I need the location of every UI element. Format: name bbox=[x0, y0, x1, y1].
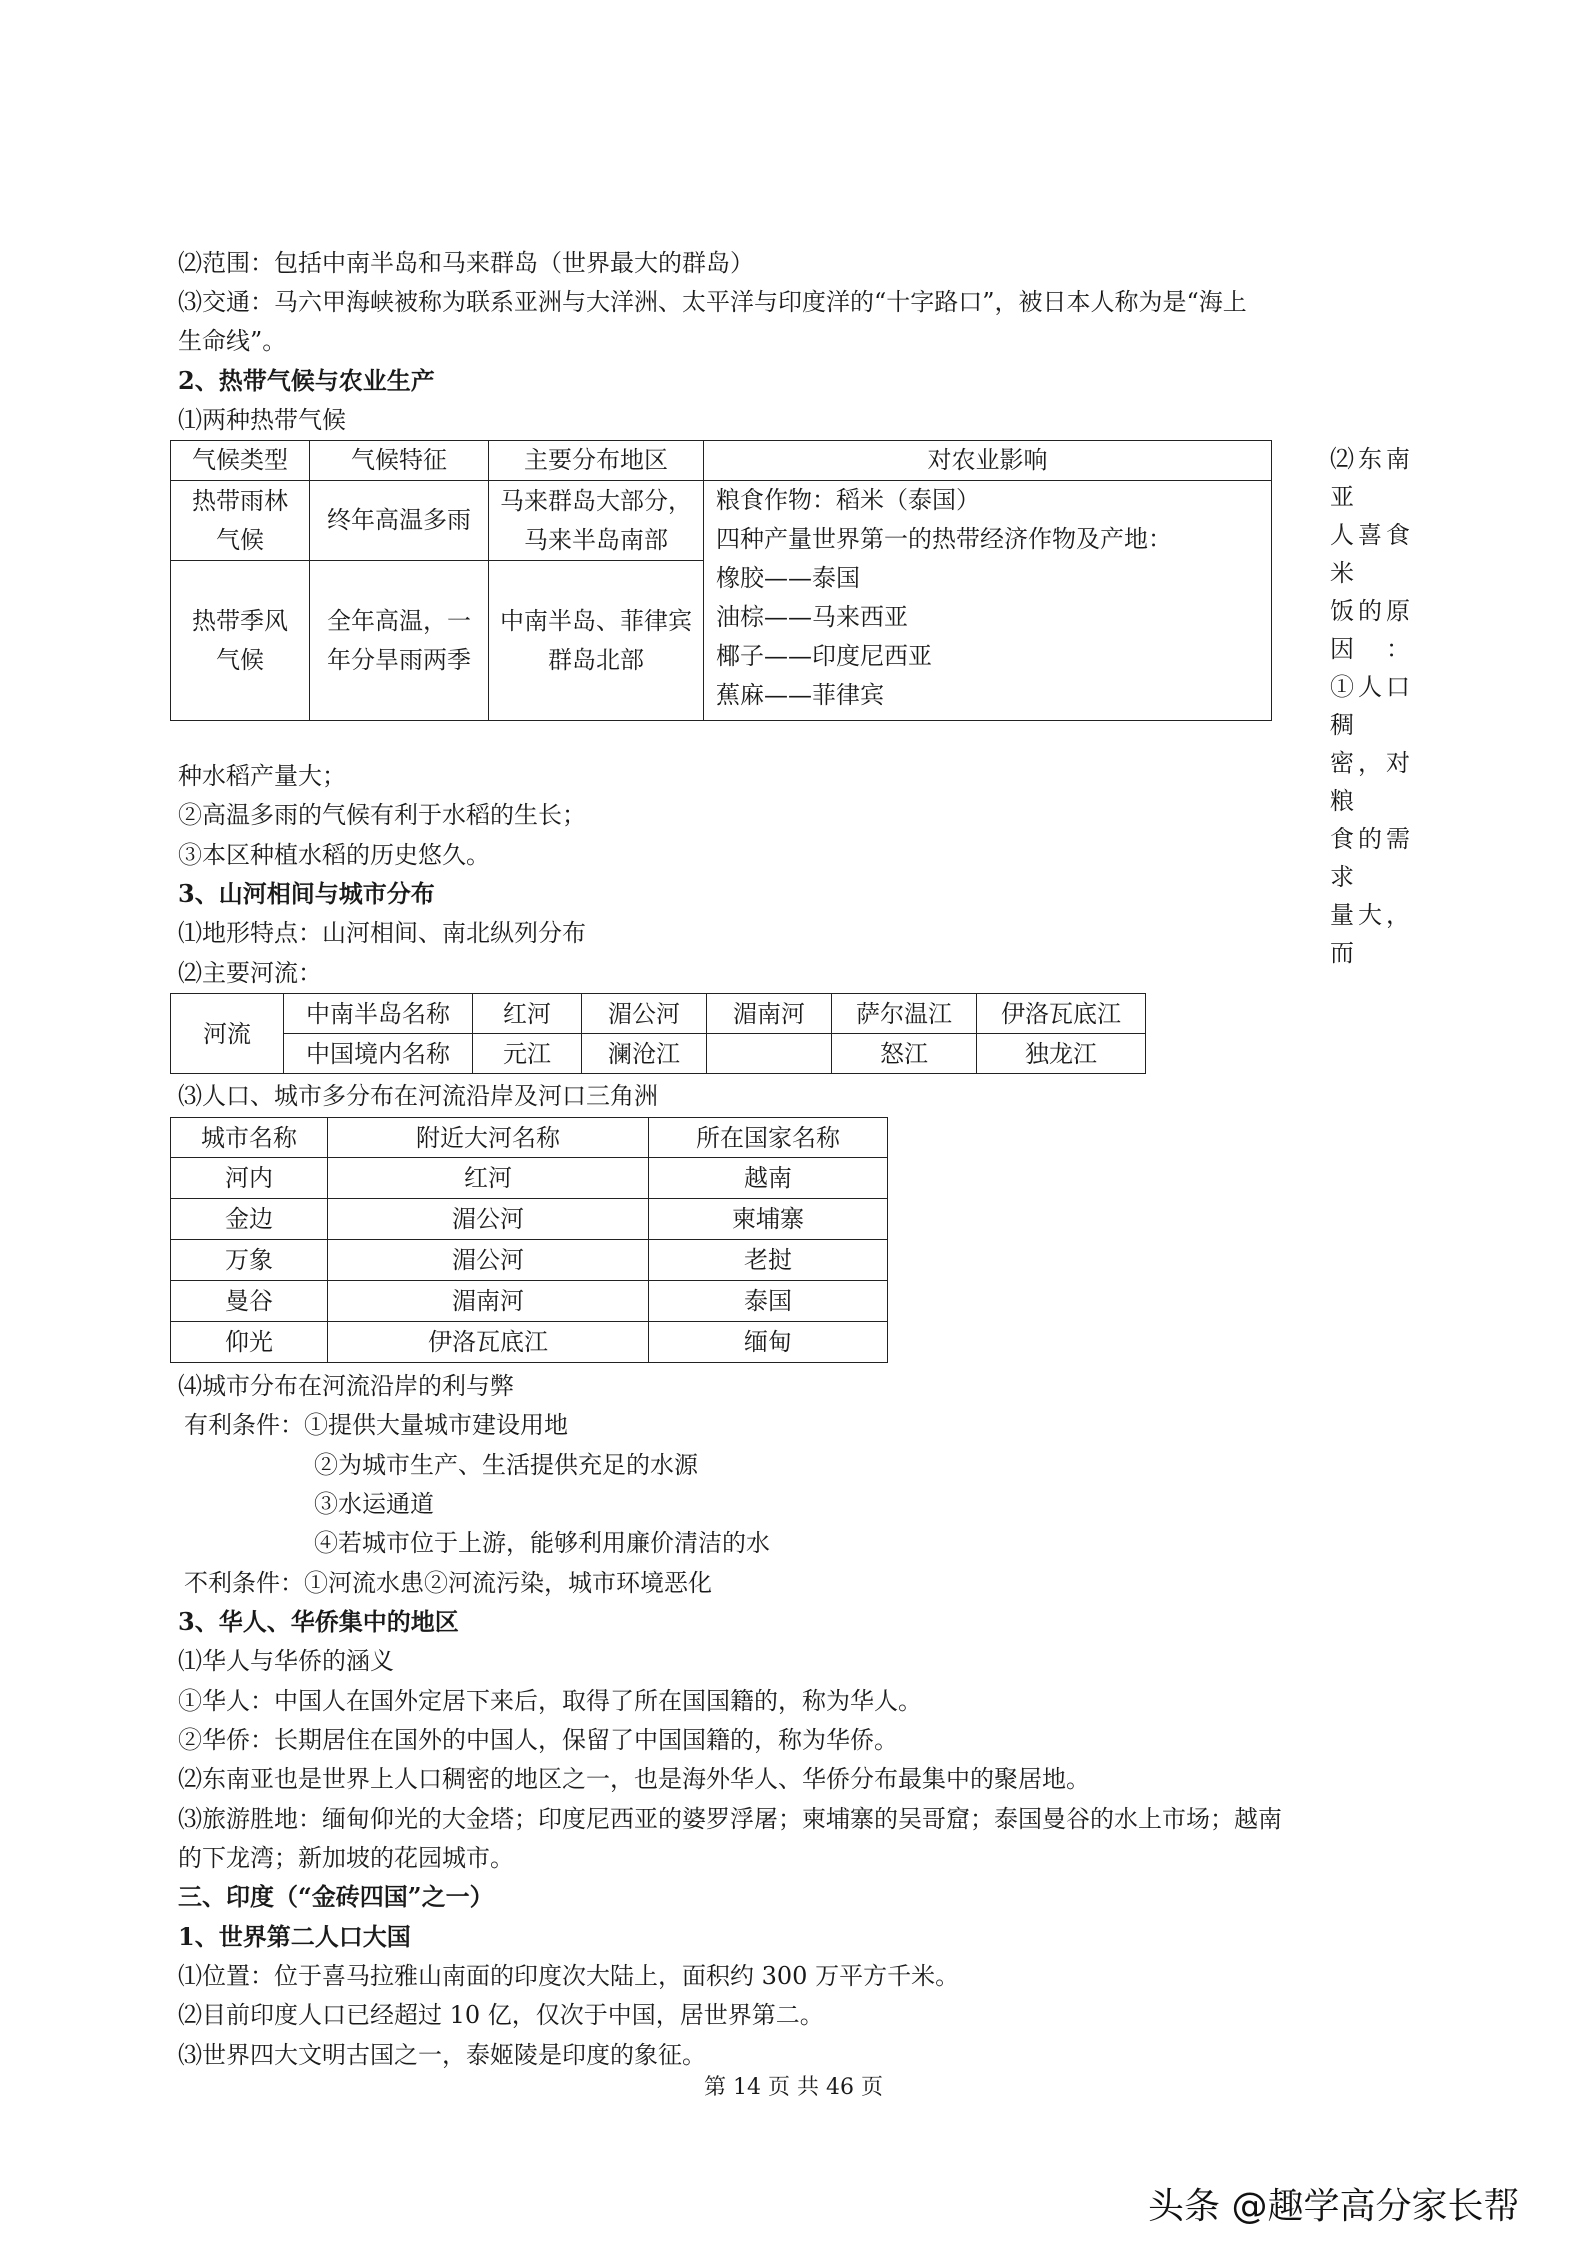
text-line: ①华人：中国人在国外定居下来后，取得了所在国国籍的，称为华人。 bbox=[178, 1687, 922, 1715]
table-header: 对农业影响 bbox=[704, 441, 1272, 481]
text-line: ③水运通道 bbox=[314, 1490, 434, 1518]
table-cell: 澜沧江 bbox=[582, 1034, 707, 1074]
text-line: ⑴位置：位于喜马拉雅山南面的印度次大陆上，面积约 300 万平方千米。 bbox=[178, 1962, 960, 1990]
table-cell: 万象 bbox=[171, 1240, 328, 1281]
table-cell: 中南半岛、菲律宾 群岛北部 bbox=[489, 561, 704, 721]
text-line: ⑴华人与华侨的涵义 bbox=[178, 1647, 394, 1675]
table-header: 气候类型 bbox=[171, 441, 310, 481]
table-cell: 红河 bbox=[328, 1158, 649, 1199]
text-line: ⑴两种热带气候 bbox=[178, 406, 346, 434]
text-line: ②高温多雨的气候有利于水稻的生长； bbox=[178, 801, 586, 829]
text-line: ⑶交通：马六甲海峡被称为联系亚洲与大洋洲、太平洋与印度洋的“十字路口”，被日本人称为是“海上 bbox=[178, 288, 1247, 316]
watermark: 头条 @趣学高分家长帮 bbox=[1148, 2186, 1520, 2227]
table-cell: 终年高温多雨 bbox=[310, 481, 489, 561]
table-cell: 萨尔温江 bbox=[832, 994, 977, 1034]
text-line: ⑴地形特点：山河相间、南北纵列分布 bbox=[178, 919, 586, 947]
table-cell: 湄公河 bbox=[582, 994, 707, 1034]
table-cell: 伊洛瓦底江 bbox=[328, 1322, 649, 1363]
table-header: 主要分布地区 bbox=[489, 441, 704, 481]
text-line: 的下龙湾；新加坡的花园城市。 bbox=[178, 1844, 514, 1872]
table-cell: 马来群岛大部分， 马来半岛南部 bbox=[489, 481, 704, 561]
climate-table bbox=[170, 440, 1272, 721]
table-cell: 红河 bbox=[473, 994, 582, 1034]
text-line: ⑶人口、城市多分布在河流沿岸及河口三角洲 bbox=[178, 1082, 658, 1110]
river-table bbox=[170, 993, 1146, 1074]
table-cell bbox=[707, 1034, 832, 1074]
table-cell: 缅甸 bbox=[649, 1322, 888, 1363]
section-heading: 3、华人、华侨集中的地区 bbox=[178, 1607, 459, 1636]
text-line: ⑵主要河流： bbox=[178, 959, 322, 987]
text-line: ⑵目前印度人口已经超过 10 亿，仅次于中国，居世界第二。 bbox=[178, 2001, 824, 2029]
city-table bbox=[170, 1117, 888, 1363]
impact-cell: 粮食作物：稻米（泰国） 四种产量世界第一的热带经济作物及产地： 橡胶——泰国 油棕——马来西亚 椰子——印度尼西亚 蕉麻——菲律宾 bbox=[704, 481, 1272, 721]
table-cell: 中南半岛名称 bbox=[284, 994, 473, 1034]
table-cell: 热带雨林 气候 bbox=[171, 481, 310, 561]
text-line: ③本区种植水稻的历史悠久。 bbox=[178, 841, 490, 869]
table-cell: 湄公河 bbox=[328, 1199, 649, 1240]
table-cell: 曼谷 bbox=[171, 1281, 328, 1322]
table-cell: 热带季风 气候 bbox=[171, 561, 310, 721]
text-line: 不利条件：①河流水患②河流污染，城市环境恶化 bbox=[184, 1569, 712, 1597]
table-header: 城市名称 bbox=[171, 1118, 328, 1158]
text-line: ⑶旅游胜地：缅甸仰光的大金塔；印度尼西亚的婆罗浮屠；柬埔寨的吴哥窟；泰国曼谷的水上市场；越南 bbox=[178, 1805, 1282, 1833]
text-line: ④若城市位于上游，能够利用廉价清洁的水 bbox=[314, 1529, 770, 1557]
section-heading: 1、世界第二人口大国 bbox=[178, 1922, 411, 1951]
text-line: 有利条件：①提供大量城市建设用地 bbox=[184, 1411, 568, 1439]
text-line: ⑶世界四大文明古国之一，泰姬陵是印度的象征。 bbox=[178, 2041, 706, 2069]
table-cell: 湄南河 bbox=[707, 994, 832, 1034]
table-cell: 湄南河 bbox=[328, 1281, 649, 1322]
text-line: ②为城市生产、生活提供充足的水源 bbox=[314, 1451, 698, 1479]
table-cell: 金边 bbox=[171, 1199, 328, 1240]
table-cell: 伊洛瓦底江 bbox=[977, 994, 1146, 1034]
table-cell: 全年高温，一 年分旱雨两季 bbox=[310, 561, 489, 721]
section-heading: 三、印度（“金砖四国”之一） bbox=[178, 1882, 494, 1911]
table-header: 气候特征 bbox=[310, 441, 489, 481]
text-line: ⑵范围：包括中南半岛和马来群岛（世界最大的群岛） bbox=[178, 249, 754, 277]
side-note: ⑵东南亚 人喜食米 饭的原 因： ①人口稠 密，对粮 食的需求 量大，而 bbox=[1330, 445, 1410, 967]
table-cell: 泰国 bbox=[649, 1281, 888, 1322]
table-header: 所在国家名称 bbox=[649, 1118, 888, 1158]
text-line: ②华侨：长期居住在国外的中国人，保留了中国国籍的，称为华侨。 bbox=[178, 1726, 898, 1754]
table-cell: 独龙江 bbox=[977, 1034, 1146, 1074]
page-footer: 第 14 页 共 46 页 bbox=[704, 2075, 883, 2100]
text-line: ⑵东南亚也是世界上人口稠密的地区之一，也是海外华人、华侨分布最集中的聚居地。 bbox=[178, 1765, 1090, 1793]
table-cell: 柬埔寨 bbox=[649, 1199, 888, 1240]
table-cell: 中国境内名称 bbox=[284, 1034, 473, 1074]
section-heading: 3、山河相间与城市分布 bbox=[178, 879, 435, 908]
table-cell: 仰光 bbox=[171, 1322, 328, 1363]
section-heading: 2、热带气候与农业生产 bbox=[178, 366, 435, 395]
table-cell: 元江 bbox=[473, 1034, 582, 1074]
text-line: ⑷城市分布在河流沿岸的利与弊 bbox=[178, 1372, 514, 1400]
table-cell: 越南 bbox=[649, 1158, 888, 1199]
table-cell: 老挝 bbox=[649, 1240, 888, 1281]
table-cell: 河流 bbox=[171, 994, 284, 1074]
text-line: 种水稻产量大； bbox=[178, 762, 346, 790]
table-header: 附近大河名称 bbox=[328, 1118, 649, 1158]
table-cell: 怒江 bbox=[832, 1034, 977, 1074]
text-line: 生命线”。 bbox=[178, 327, 287, 355]
table-cell: 湄公河 bbox=[328, 1240, 649, 1281]
table-cell: 河内 bbox=[171, 1158, 328, 1199]
